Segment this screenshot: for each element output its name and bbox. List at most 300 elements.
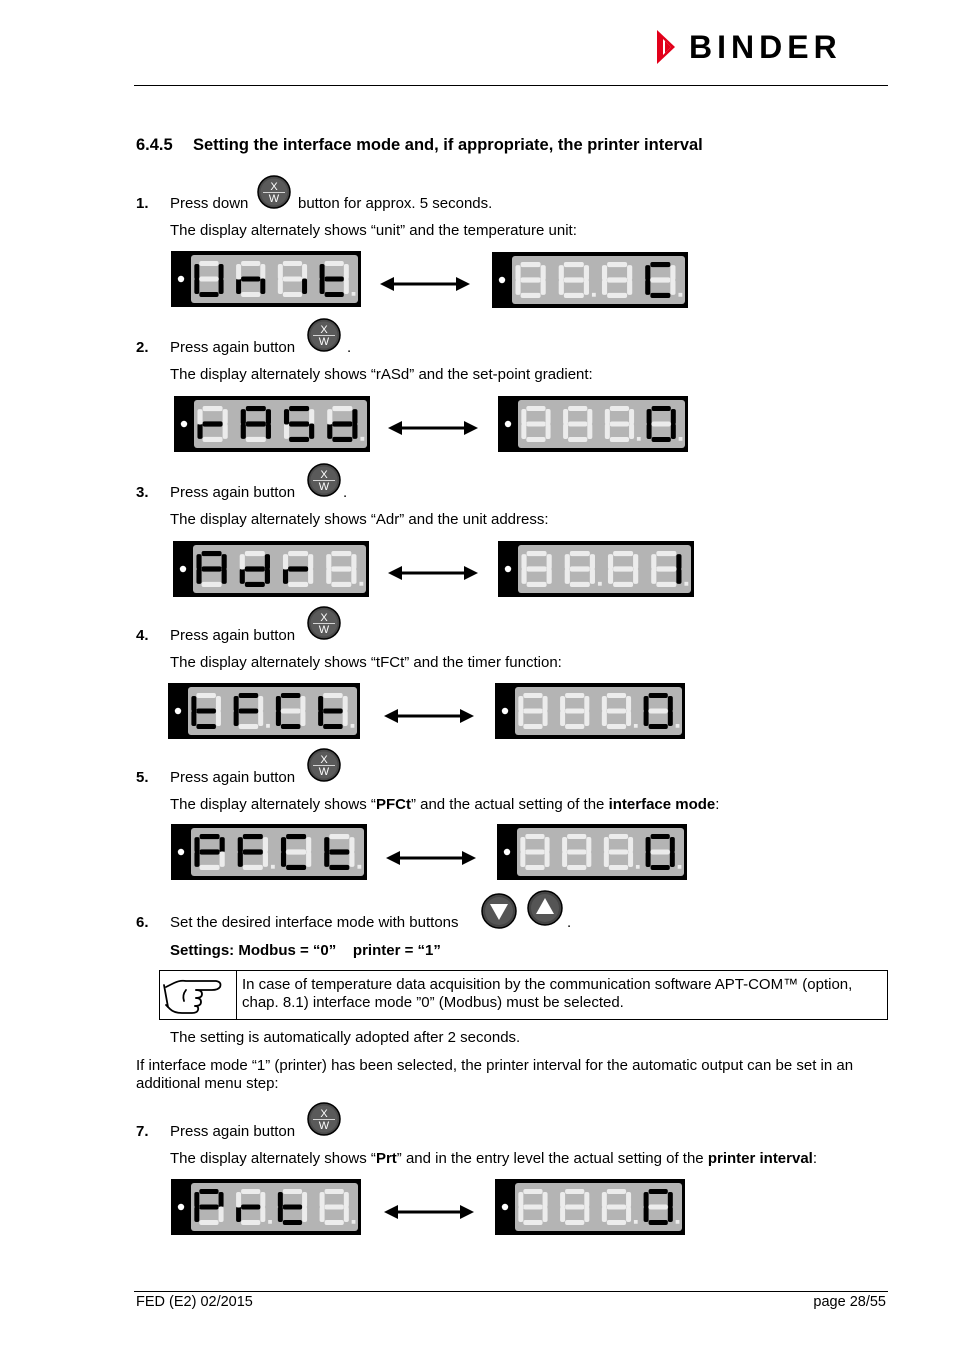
lcd-segment bbox=[586, 837, 591, 853]
alternate-arrow-icon bbox=[384, 1204, 474, 1220]
lcd-segment bbox=[613, 582, 633, 587]
lcd-segment bbox=[245, 582, 265, 587]
lcd-segment bbox=[222, 568, 227, 583]
svg-text:X: X bbox=[320, 469, 328, 481]
lcd-decimal-point bbox=[550, 724, 554, 728]
lcd-segment bbox=[260, 279, 265, 295]
lcd-segment bbox=[281, 724, 301, 729]
lcd-indicator-dot bbox=[178, 276, 184, 282]
lcd-segment bbox=[194, 851, 199, 866]
settings-line: Settings: Modbus = “0” printer = “1” bbox=[170, 942, 441, 959]
step-text-suffix: . bbox=[567, 914, 572, 931]
lcd-segment bbox=[626, 1192, 631, 1208]
step-text-suffix: . bbox=[343, 484, 348, 501]
lcd-segment bbox=[521, 262, 541, 267]
lcd-decimal-point bbox=[226, 292, 230, 296]
lcd-segment bbox=[320, 1207, 325, 1223]
lcd-decimal-point bbox=[271, 865, 275, 869]
lcd-segment bbox=[351, 568, 356, 583]
lcd-segment bbox=[194, 279, 199, 295]
lcd-segment bbox=[327, 423, 332, 438]
svg-text:W: W bbox=[318, 336, 330, 348]
lcd-segment bbox=[626, 696, 631, 712]
lcd-segment bbox=[651, 834, 670, 839]
lcd-segment bbox=[521, 424, 526, 440]
lcd-segment bbox=[545, 837, 550, 853]
lcd-segment bbox=[610, 437, 629, 442]
lcd-segment bbox=[649, 693, 668, 698]
lcd-decimal-point bbox=[549, 293, 553, 297]
lcd-segment bbox=[278, 264, 283, 280]
lcd-segment bbox=[568, 437, 587, 442]
lcd-segment bbox=[520, 837, 525, 853]
lcd-decimal-point bbox=[352, 292, 356, 296]
lcd-segment bbox=[545, 852, 550, 868]
lcd-segment bbox=[521, 277, 541, 282]
lcd-segment bbox=[332, 406, 352, 411]
footer-rule bbox=[134, 1291, 888, 1292]
lcd-segment bbox=[547, 554, 552, 569]
lcd-segment bbox=[191, 710, 196, 725]
lcd-segment bbox=[650, 262, 670, 267]
lcd-indicator-dot bbox=[175, 708, 181, 714]
lcd-segment bbox=[240, 554, 245, 569]
lcd-segment bbox=[241, 423, 246, 438]
lcd-segment bbox=[670, 279, 675, 294]
step-text: Press again button bbox=[170, 484, 296, 501]
step-number: 3. bbox=[136, 484, 149, 501]
lcd-segment bbox=[199, 1189, 218, 1194]
lcd-segment bbox=[234, 710, 239, 725]
lcd-segment bbox=[219, 264, 224, 280]
step-text: Press again button bbox=[170, 627, 296, 644]
lcd-segment bbox=[220, 851, 225, 866]
svg-text:W: W bbox=[268, 193, 280, 205]
lcd-segment bbox=[610, 422, 629, 427]
lcd-decimal-point bbox=[550, 1220, 554, 1224]
lcd-segment bbox=[200, 865, 220, 870]
lcd-segment bbox=[543, 696, 548, 712]
lcd-segment bbox=[308, 554, 313, 569]
lcd-segment bbox=[649, 1189, 668, 1194]
lcd-segment bbox=[541, 279, 546, 294]
svg-text:X: X bbox=[320, 324, 328, 336]
lcd-segment bbox=[239, 724, 259, 729]
lcd-segment bbox=[565, 724, 584, 729]
lcd-segment bbox=[246, 406, 266, 411]
lcd-segment bbox=[220, 837, 225, 852]
lcd-decimal-point bbox=[351, 724, 355, 728]
lcd-segment bbox=[325, 1205, 344, 1210]
lcd-segment bbox=[628, 852, 633, 868]
brand-name: BINDER bbox=[689, 29, 842, 65]
lcd-segment bbox=[216, 696, 221, 711]
lcd-segment bbox=[607, 1189, 626, 1194]
lcd-segment bbox=[547, 568, 552, 583]
lcd-indicator-dot bbox=[505, 421, 511, 427]
lcd-segment bbox=[343, 710, 348, 725]
lcd-decimal-point bbox=[316, 582, 320, 586]
lcd-segment bbox=[521, 568, 526, 583]
lcd-segment bbox=[263, 851, 268, 866]
lcd-segment bbox=[584, 1207, 589, 1223]
lcd-segment bbox=[543, 711, 548, 727]
lcd-segment bbox=[605, 424, 610, 440]
lcd-segment bbox=[560, 711, 565, 727]
lcd-segment bbox=[633, 568, 638, 583]
lcd-segment bbox=[236, 1207, 241, 1223]
lcd-decimal-point bbox=[226, 1220, 230, 1224]
lcd-segment bbox=[644, 1192, 649, 1208]
lcd-segment bbox=[671, 409, 676, 425]
lcd-segment bbox=[525, 834, 544, 839]
lcd-segment bbox=[241, 277, 260, 282]
lcd-segment bbox=[302, 1192, 307, 1208]
lcd-segment bbox=[241, 292, 260, 297]
lcd-segment bbox=[243, 834, 263, 839]
lcd-segment bbox=[199, 1220, 218, 1225]
lcd-segment bbox=[651, 850, 670, 855]
xw-button-icon[interactable] bbox=[257, 175, 291, 209]
lcd-segment bbox=[326, 568, 331, 583]
lcd-segment bbox=[523, 1205, 542, 1210]
lcd-segment bbox=[565, 1205, 584, 1210]
lcd-segment bbox=[258, 710, 263, 725]
lcd-segment bbox=[266, 423, 271, 438]
lcd-segment bbox=[260, 1192, 265, 1208]
lcd-segment bbox=[302, 279, 307, 295]
note-box bbox=[159, 970, 888, 1020]
lcd-segment bbox=[541, 265, 546, 280]
lcd-segment bbox=[246, 421, 266, 426]
lcd-segment bbox=[349, 837, 354, 852]
xw-button-icon[interactable] bbox=[307, 1102, 341, 1136]
lcd-segment bbox=[609, 834, 628, 839]
pointing-hand-icon bbox=[160, 971, 237, 1019]
lcd-segment bbox=[199, 1205, 218, 1210]
footer-document-id: FED (E2) 02/2015 bbox=[136, 1294, 253, 1310]
lcd-display bbox=[492, 252, 688, 308]
lcd-segment bbox=[570, 582, 590, 587]
lcd-decimal-point bbox=[679, 437, 683, 441]
lcd-segment bbox=[283, 292, 302, 297]
lcd-segment bbox=[306, 837, 311, 852]
lcd-segment bbox=[283, 1189, 302, 1194]
lcd-segment bbox=[289, 437, 309, 442]
lcd-decimal-point bbox=[636, 865, 640, 869]
lcd-segment bbox=[562, 852, 567, 868]
lcd-segment bbox=[196, 554, 201, 569]
lcd-segment bbox=[278, 279, 283, 295]
lcd-segment bbox=[607, 277, 627, 282]
lcd-segment bbox=[223, 409, 228, 424]
lcd-segment bbox=[613, 566, 633, 571]
lcd-segment bbox=[283, 1205, 302, 1210]
lcd-segment bbox=[562, 837, 567, 853]
lcd-segment bbox=[329, 849, 349, 854]
lcd-segment bbox=[286, 834, 306, 839]
lcd-segment bbox=[283, 277, 302, 282]
lcd-indicator-dot bbox=[180, 566, 186, 572]
lcd-segment bbox=[234, 696, 239, 711]
lcd-segment bbox=[197, 423, 202, 438]
lcd-display bbox=[495, 1179, 685, 1235]
lcd-segment bbox=[564, 277, 584, 282]
lcd-segment bbox=[196, 568, 201, 583]
lcd-segment bbox=[241, 409, 246, 424]
down-arrow-button-icon[interactable] bbox=[481, 893, 517, 929]
lcd-decimal-point bbox=[352, 1220, 356, 1224]
lcd-decimal-point bbox=[592, 724, 596, 728]
lcd-decimal-point bbox=[634, 1220, 638, 1224]
lcd-segment bbox=[607, 262, 627, 267]
lcd-segment bbox=[283, 568, 288, 583]
lcd-segment bbox=[560, 1192, 565, 1208]
lcd-segment bbox=[644, 711, 649, 727]
lcd-segment bbox=[644, 696, 649, 712]
lcd-segment bbox=[584, 711, 589, 727]
lcd-segment bbox=[281, 693, 301, 698]
lcd-segment bbox=[243, 865, 263, 870]
lcd-segment bbox=[525, 865, 544, 870]
lcd-segment bbox=[202, 566, 222, 571]
lcd-segment bbox=[283, 261, 302, 266]
lcd-display bbox=[173, 541, 369, 597]
step-description: The display alternately shows “tFCt” and the timer function: bbox=[170, 654, 562, 671]
lcd-segment bbox=[565, 709, 584, 714]
lcd-segment bbox=[278, 1207, 283, 1223]
lcd-segment bbox=[650, 277, 670, 282]
lcd-segment bbox=[565, 568, 570, 583]
lcd-segment bbox=[200, 849, 220, 854]
lcd-segment bbox=[647, 424, 652, 440]
lcd-decimal-point bbox=[230, 582, 234, 586]
lcd-segment bbox=[344, 279, 349, 295]
lcd-segment bbox=[283, 1220, 302, 1225]
lcd-segment bbox=[241, 1205, 260, 1210]
lcd-segment bbox=[323, 724, 343, 729]
lcd-segment bbox=[546, 424, 551, 440]
lcd-segment bbox=[523, 1220, 542, 1225]
lcd-segment bbox=[520, 852, 525, 868]
lcd-segment bbox=[647, 409, 652, 425]
lcd-decimal-point bbox=[552, 865, 556, 869]
lcd-segment bbox=[651, 554, 656, 569]
lcd-segment bbox=[523, 693, 542, 698]
lcd-segment bbox=[276, 696, 281, 711]
lcd-segment bbox=[626, 1207, 631, 1223]
lcd-segment bbox=[278, 1192, 283, 1208]
lcd-segment bbox=[527, 566, 547, 571]
lcd-segment bbox=[276, 710, 281, 725]
lcd-decimal-point bbox=[678, 865, 682, 869]
lcd-segment bbox=[331, 551, 351, 556]
alternate-arrow-icon bbox=[388, 565, 478, 581]
lcd-segment bbox=[222, 554, 227, 569]
lcd-segment bbox=[325, 1220, 344, 1225]
lcd-segment bbox=[260, 264, 265, 280]
lcd-segment bbox=[565, 554, 570, 569]
lcd-segment bbox=[323, 693, 343, 698]
svg-text:X: X bbox=[320, 1108, 328, 1120]
lcd-decimal-point bbox=[268, 1220, 272, 1224]
lcd-segment bbox=[633, 554, 638, 569]
lcd-segment bbox=[194, 264, 199, 280]
lcd-segment bbox=[331, 582, 351, 587]
lcd-segment bbox=[263, 837, 268, 852]
lcd-segment bbox=[590, 568, 595, 583]
lcd-decimal-point bbox=[678, 293, 682, 297]
lcd-segment bbox=[349, 851, 354, 866]
lcd-segment bbox=[223, 423, 228, 438]
lcd-segment bbox=[320, 279, 325, 295]
lcd-segment bbox=[676, 568, 681, 583]
lcd-segment bbox=[281, 837, 286, 852]
lcd-decimal-point bbox=[635, 293, 639, 297]
lcd-segment bbox=[560, 696, 565, 712]
lcd-segment bbox=[568, 422, 587, 427]
lcd-segment bbox=[331, 566, 351, 571]
lcd-segment bbox=[526, 406, 545, 411]
lcd-segment bbox=[323, 708, 343, 713]
lcd-segment bbox=[289, 406, 309, 411]
up-arrow-button-icon[interactable] bbox=[527, 890, 563, 926]
lcd-segment bbox=[651, 568, 656, 583]
lcd-segment bbox=[521, 293, 541, 298]
lcd-segment bbox=[239, 708, 259, 713]
lcd-segment bbox=[627, 265, 632, 280]
lcd-segment bbox=[325, 292, 344, 297]
lcd-segment bbox=[219, 279, 224, 295]
lcd-decimal-point bbox=[310, 1220, 314, 1224]
svg-text:X: X bbox=[320, 754, 328, 766]
xw-button-icon[interactable] bbox=[307, 318, 341, 352]
lcd-segment bbox=[568, 406, 587, 411]
lcd-segment bbox=[609, 865, 628, 870]
lcd-decimal-point bbox=[641, 582, 645, 586]
lcd-decimal-point bbox=[310, 292, 314, 296]
lcd-segment bbox=[219, 1192, 224, 1208]
lcd-segment bbox=[281, 851, 286, 866]
binder-logo bbox=[655, 30, 842, 64]
note-text: In case of temperature data acquisition by the communication software APT-COM™ (option, chap. 8.1) interface mode ”0” (Modbus) must be selected. bbox=[242, 976, 853, 1011]
svg-text:W: W bbox=[318, 624, 330, 636]
lcd-segment bbox=[326, 554, 331, 569]
lcd-segment bbox=[203, 406, 223, 411]
lcd-segment bbox=[570, 551, 590, 556]
lcd-segment bbox=[587, 424, 592, 440]
lcd-segment bbox=[265, 554, 270, 569]
lcd-segment bbox=[329, 834, 349, 839]
lcd-segment bbox=[196, 693, 216, 698]
lcd-segment bbox=[676, 554, 681, 569]
svg-text:X: X bbox=[270, 181, 278, 193]
lcd-segment bbox=[604, 837, 609, 853]
lcd-segment bbox=[604, 852, 609, 868]
lcd-segment bbox=[563, 409, 568, 425]
alternate-arrow-icon bbox=[380, 276, 470, 292]
lcd-segment bbox=[199, 277, 218, 282]
lcd-segment bbox=[645, 279, 650, 294]
lcd-segment bbox=[302, 1207, 307, 1223]
xw-button-icon[interactable] bbox=[307, 606, 341, 640]
lcd-segment bbox=[238, 837, 243, 852]
lcd-segment bbox=[656, 566, 676, 571]
alternate-arrow-icon bbox=[386, 850, 476, 866]
lcd-segment bbox=[241, 1189, 260, 1194]
lcd-decimal-point bbox=[268, 292, 272, 296]
printer-paragraph: If interface mode “1” (printer) has been selected, the printer interval for the automatic output can be set in an additional menu step: bbox=[136, 1057, 854, 1092]
lcd-segment bbox=[559, 265, 564, 280]
lcd-decimal-point bbox=[676, 724, 680, 728]
step-text-suffix: . bbox=[347, 339, 352, 356]
header-rule bbox=[134, 85, 888, 86]
svg-text:W: W bbox=[318, 766, 330, 778]
lcd-segment bbox=[651, 865, 670, 870]
lcd-decimal-point bbox=[231, 437, 235, 441]
xw-button-icon[interactable] bbox=[307, 463, 341, 497]
lcd-segment bbox=[645, 265, 650, 280]
lcd-display bbox=[498, 541, 694, 597]
lcd-segment bbox=[300, 696, 305, 711]
xw-button-icon[interactable] bbox=[307, 748, 341, 782]
lcd-segment bbox=[602, 1192, 607, 1208]
lcd-segment bbox=[196, 724, 216, 729]
binder-logo-icon bbox=[655, 30, 685, 64]
lcd-segment bbox=[559, 279, 564, 294]
lcd-segment bbox=[288, 551, 308, 556]
lcd-segment bbox=[320, 264, 325, 280]
lcd-segment bbox=[668, 1192, 673, 1208]
lcd-decimal-point bbox=[273, 582, 277, 586]
lcd-indicator-dot bbox=[181, 421, 187, 427]
lcd-segment bbox=[245, 551, 265, 556]
lcd-segment bbox=[521, 554, 526, 569]
lcd-segment bbox=[543, 1192, 548, 1208]
lcd-decimal-point bbox=[357, 865, 361, 869]
lcd-segment bbox=[318, 710, 323, 725]
lcd-segment bbox=[199, 292, 218, 297]
lcd-segment bbox=[587, 409, 592, 425]
lcd-segment bbox=[564, 293, 584, 298]
step-description: The display alternately shows “Adr” and the unit address: bbox=[170, 511, 549, 528]
lcd-segment bbox=[289, 421, 309, 426]
lcd-segment bbox=[258, 696, 263, 711]
step-number: 5. bbox=[136, 769, 149, 786]
lcd-segment bbox=[243, 849, 263, 854]
lcd-segment bbox=[670, 265, 675, 280]
lcd-decimal-point bbox=[553, 437, 557, 441]
lcd-segment bbox=[197, 409, 202, 424]
lcd-segment bbox=[670, 852, 675, 868]
lcd-segment bbox=[567, 850, 586, 855]
lcd-segment bbox=[236, 1192, 241, 1208]
lcd-segment bbox=[610, 406, 629, 411]
lcd-segment bbox=[628, 837, 633, 853]
lcd-segment bbox=[564, 262, 584, 267]
lcd-segment bbox=[308, 568, 313, 583]
step-text-suffix: button for approx. 5 seconds. bbox=[298, 195, 493, 212]
lcd-segment bbox=[650, 293, 670, 298]
lcd-segment bbox=[515, 279, 520, 294]
section-heading bbox=[136, 136, 703, 155]
lcd-segment bbox=[607, 709, 626, 714]
lcd-segment bbox=[527, 582, 547, 587]
svg-text:W: W bbox=[318, 1120, 330, 1132]
lcd-segment bbox=[203, 421, 223, 426]
lcd-segment bbox=[265, 568, 270, 583]
svg-text:X: X bbox=[320, 612, 328, 624]
